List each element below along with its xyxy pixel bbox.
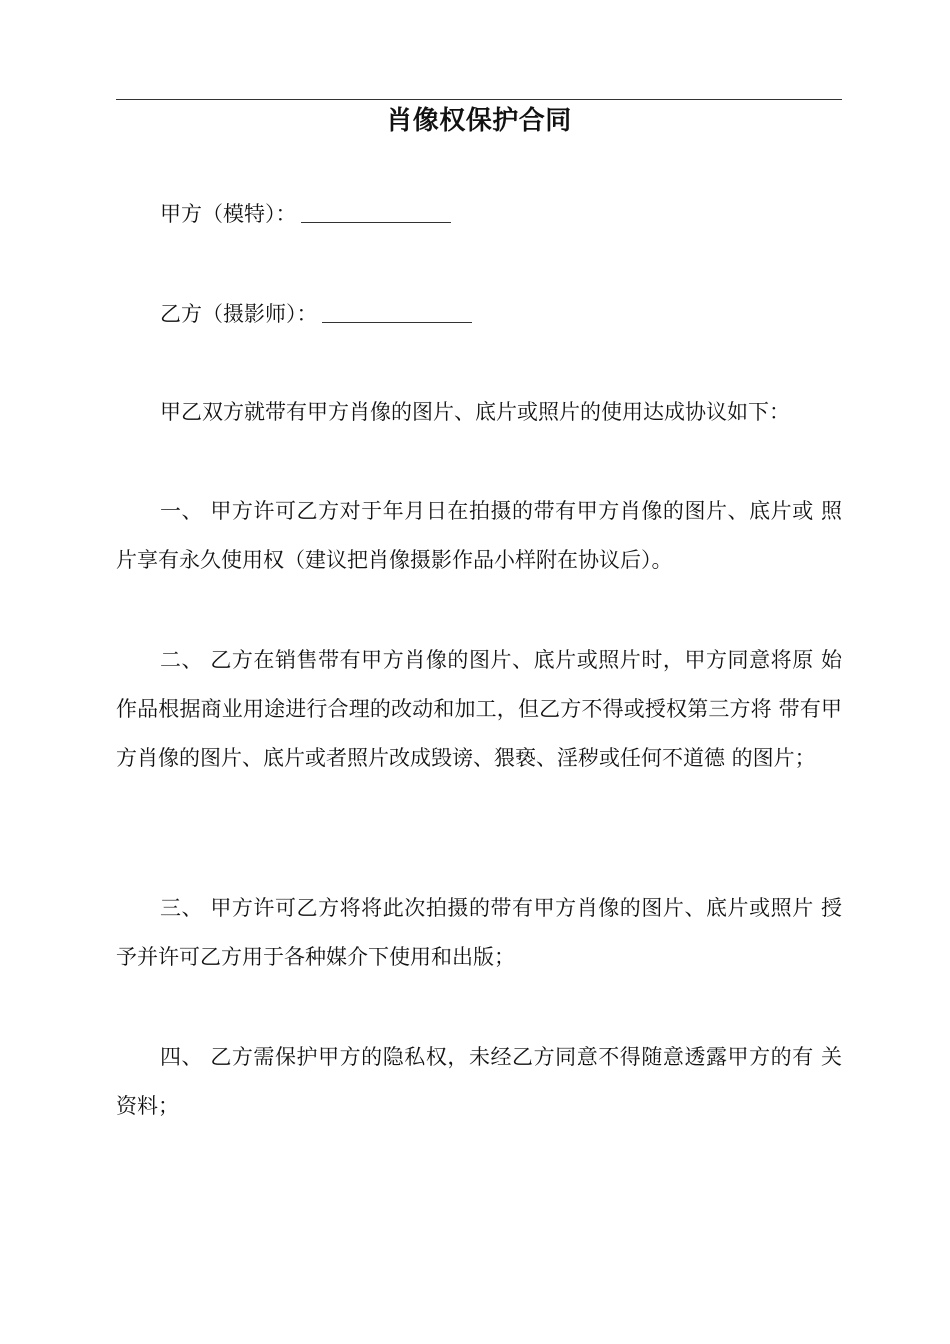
header-rule	[116, 99, 842, 100]
party-a-blank	[301, 200, 451, 223]
clause-3: 三、 甲方许可乙方将将此次拍摄的带有甲方肖像的图片、底片或照片 授予并许可乙方用于各种媒介下使用和出版；	[116, 896, 842, 969]
clause-2: 二、 乙方在销售带有甲方肖像的图片、底片或照片时，甲方同意将原 始作品根据商业用途进行合理的改动和加工，但乙方不得或授权第三方将 带有甲方肖像的图片、底片或者照片改成毁谤、猥亵、淫秽或任何不道德 的图片；	[116, 648, 842, 770]
party-b-line	[116, 290, 842, 339]
party-b-label: 乙方（摄影师）：	[160, 302, 318, 326]
party-a-line	[116, 190, 842, 239]
party-b-blank	[322, 300, 472, 323]
clause-1: 一、 甲方许可乙方对于年月日在拍摄的带有甲方肖像的图片、底片或 照片享有永久使用权（建议把肖像摄影作品小样附在协议后）。	[116, 499, 842, 572]
party-a-label: 甲方（模特）：	[160, 202, 297, 226]
clause-4: 四、 乙方需保护甲方的隐私权，未经乙方同意不得随意透露甲方的有 关资料；	[116, 1045, 842, 1118]
intro-paragraph: 甲乙双方就带有甲方肖像的图片、底片或照片的使用达成协议如下：	[160, 400, 790, 424]
document-title: 肖像权保护合同	[386, 106, 572, 136]
